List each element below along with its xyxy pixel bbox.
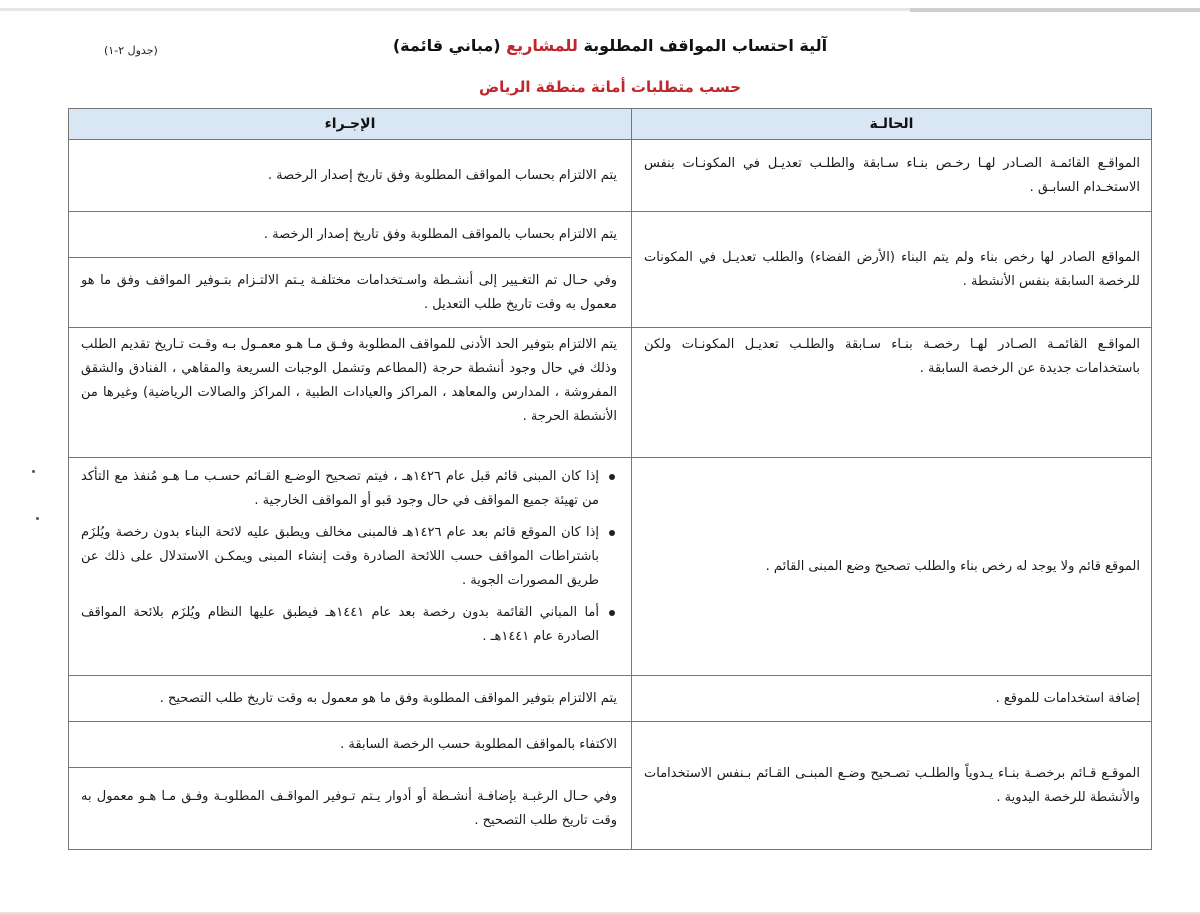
status-cell: الموقع قائم ولا يوجد له رخص بناء والطلب تصحيح وضع المبنى القائم . — [765, 558, 1140, 574]
page-top-edge-shadow — [910, 8, 1200, 12]
procedure-cell: يتم الالتزام بحساب بالمواقف المطلوبة وفق تاريخ إصدار الرخصة . — [263, 226, 617, 242]
row-divider — [69, 327, 1151, 328]
bullet-icon — [609, 530, 615, 536]
title-part2-red: للمشاريع — [506, 36, 578, 55]
procedure-cell: وفي حـال تم التغـيير إلى أنشـطة واسـتخدامات مختلفـة يـتم الالتـزام بتـوفير المواقف وفق ما هو معمول به وقت تاريخ طلب التعديل . — [81, 272, 617, 312]
bullet-icon — [609, 474, 615, 480]
margin-mark — [32, 470, 35, 473]
status-cell: المواقـع القائمـة الصـادر لهـا رخصـة بنـاء سـابقة والطلـب تعديـل المكونـات ولكن باستخدامات جديدة عن الرخصة السابقة . — [644, 337, 1140, 376]
procedure-cell: وفي حـال الرغبـة بإضافـة أنشـطة أو أدوار يـتم تـوفير المواقـف المطلوبـة وفـق مـا هـو معمول به وقت تاريخ طلب التصحيح . — [81, 788, 617, 828]
procedure-cell — [81, 465, 617, 671]
procedure-cell: يتم الالتزام بحساب المواقف المطلوبة وفق تاريخ إصدار الرخصة . — [267, 167, 617, 183]
procedure-cell: يتم الالتزام بتوفير المواقف المطلوبة وفق ما هو معمول به وقت تاريخ طلب التصحيح . — [159, 690, 617, 706]
margin-mark — [36, 517, 39, 520]
procedure-cell: يتم الالتزام بتوفير الحد الأدنى للمواقف المطلوبة وفـق مـا هـو معمـول بـه وقـت تـاريخ تقديم الطلب وذلك في حال وجود أنشطة حرجة (المطاعم وتشمل الوجبات السريعة والمقاهي ، الفنادق والشقق المفروشة ، المدارس والمعاهد ، المراكز والعيادات الطبية ، المراكز والصالات الرياضية) وغيرها من الأنشطة الحرجة . — [81, 337, 617, 424]
column-divider — [631, 109, 632, 849]
status-cell: الموقـع قـائم برخصـة بنـاء يـدوياً والطلـب تصـحيح وضـع المبنـى القـائم بـنفس الاستخدامات والأنشطة للرخصة اليدوية . — [644, 765, 1140, 805]
bullet-list — [81, 465, 617, 649]
table-header-row — [69, 109, 1151, 139]
document-title — [300, 36, 920, 55]
document-subtitle: حسب متطلبات أمانة منطقة الرياض — [478, 78, 742, 96]
bullet-item: إذا كان الموقع قائم بعد عام ١٤٢٦هـ فالمبنى مخالف ويطبق عليه لائحة البناء بدون رخصة ويُلزَم باشتراطات المواقف حسب اللائحة الصادرة وقت إنشاء المبنى ويمكـن الاستدلال على ذلك عن طريق المصورات الجوية . — [81, 521, 617, 593]
bullet-icon — [609, 610, 615, 616]
bullet-item: إذا كان المبنى قائم قبل عام ١٤٢٦هـ ، فيتم تصحيح الوضـع القـائم حسـب مـا هـو مُنفذ مع التأكد من تهيئة جميع المواقف في حال وجود قبو أو المواقف الخارجية . — [81, 465, 617, 513]
parking-requirements-table — [68, 108, 1152, 850]
header-procedure: الإجـراء — [324, 116, 376, 132]
title-part1: آلية احتساب المواقف المطلوبة — [577, 36, 828, 55]
header-status: الحالـة — [869, 116, 914, 132]
title-part3: (مباني قائمة) — [392, 36, 507, 55]
bullet-item: أما المباني القائمة بدون رخصة بعد عام ١٤٤١هـ فيطبق عليها النظام ويُلزَم بلائحة المواقف الصادرة عام ١٤٤١هـ . — [81, 601, 617, 649]
procedure-cell: الاكتفاء بالمواقف المطلوبة حسب الرخصة السابقة . — [340, 736, 617, 752]
status-cell: إضافة استخدامات للموقع . — [995, 690, 1140, 706]
table-number-label: (جدول ٢-١) — [104, 44, 158, 57]
status-cell: المواقع الصادر لها رخص بناء ولم يتم البناء (الأرض الفضاء) والطلب تعديـل في المكونات للرخصة السابقة بنفس الأنشطة . — [644, 249, 1140, 289]
status-cell: المواقـع القائمـة الصـادر لهـا رخـص بنـاء سـابقة والطلـب تعديـل في المكونـات بنفس الاستخـدام السابـق . — [644, 155, 1140, 195]
